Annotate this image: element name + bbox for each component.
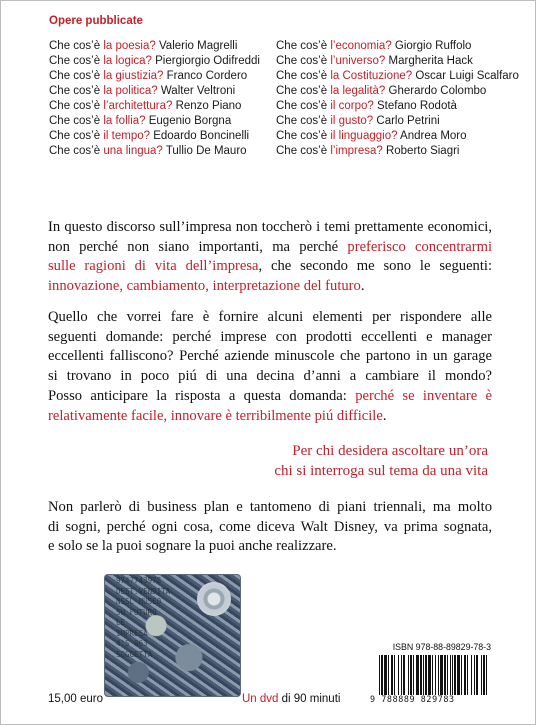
text-line: eccellenti falliscono? Perché aziende minuscole che partono in un garage (48, 348, 492, 365)
series-author: Gherardo Colombo (385, 85, 487, 97)
pull-quote-line: chi si interroga sul tema da una vita (274, 463, 488, 479)
series-list-right (276, 39, 519, 159)
series-topic: la follia? (103, 115, 146, 127)
series-author: Tullio De Mauro (162, 145, 247, 157)
series-author: Carlo Petrini (373, 115, 440, 127)
series-item (49, 129, 260, 144)
series-topic: l’architettura? (103, 100, 173, 112)
series-item (276, 144, 519, 159)
highlight-span: innovazione, cambiamento, interpretazione del futuro (48, 278, 361, 295)
series-list-left (49, 39, 260, 159)
text-line (48, 387, 492, 407)
series-item (49, 84, 260, 99)
barcode-bar (416, 655, 419, 695)
highlight-span: relativamente facile, innovare è terribilmente piú difficile (48, 407, 383, 424)
barcode-bar (425, 655, 427, 695)
barcode-bar (410, 655, 412, 695)
seal-icon (197, 582, 231, 616)
sticker-line: SU FUTURO (116, 607, 157, 617)
intro-paragraph (48, 218, 492, 297)
series-item (49, 99, 260, 114)
text-span: . (360, 278, 365, 295)
barcode-block (370, 642, 491, 706)
sticker-line: 4'S 063 (116, 639, 148, 648)
barcode-bar (457, 655, 460, 695)
series-prefix: Che cos’è (49, 115, 104, 127)
barcode-bar (401, 655, 402, 695)
barcode-bar (481, 655, 482, 695)
sticker-line: DEST.VENDITA (116, 586, 171, 596)
text-line: di sogni, perché ogni cosa, come diceva Walt Disney, va prima sognata, (48, 518, 492, 535)
series-prefix: Che cos’è (49, 145, 104, 157)
barcode-bar (467, 655, 468, 695)
text-span: non perché non siano importanti, ma perché (48, 238, 348, 255)
barcode-bar (403, 655, 405, 695)
series-author: Piergiorgio Odifreddi (151, 55, 260, 67)
text-span: , che secondo me sono le seguenti: (258, 258, 493, 275)
series-heading: Opere pubblicate (49, 15, 143, 27)
series-item (276, 54, 519, 69)
series-topic: l’impresa? (330, 145, 383, 157)
barcode-bar (486, 655, 487, 695)
series-author: Andrea Moro (397, 130, 467, 142)
text-line: Quello che vorrei fare è fornire alcuni elementi per rispondere alle (48, 309, 492, 325)
series-prefix: Che cos’è (49, 40, 104, 52)
highlight-span: sulle ragioni di vita dell’impresa (48, 258, 259, 275)
barcode-bar (483, 655, 485, 695)
series-item (276, 69, 519, 84)
series-prefix: Che cos’è (276, 85, 331, 97)
series-prefix: Che cos’è (276, 100, 331, 112)
series-prefix: Che cos’è (276, 130, 331, 142)
barcode-bar (438, 655, 439, 695)
barcode-bar (420, 655, 422, 695)
closing-paragraph (48, 498, 492, 557)
series-topic: una lingua? (103, 145, 163, 157)
dvd-suffix: di 90 minuti (281, 693, 341, 705)
barcode-bar (381, 655, 383, 695)
series-topic: il corpo? (330, 100, 374, 112)
series-author: Renzo Piano (172, 100, 242, 112)
text-line: seguenti domande: perché imprese con prodotti eccellenti e manager (48, 328, 492, 345)
series-prefix: Che cos’è (276, 70, 331, 82)
barcode-bar (471, 655, 472, 695)
text-span: . (382, 407, 387, 424)
series-topic: la Costituzione? (330, 70, 413, 82)
series-prefix: Che cos’è (276, 145, 331, 157)
barcode-digits: 9 788889 829783 (370, 694, 455, 704)
text-line: e solo se la puoi sognare la puoi anche realizzare. (48, 538, 337, 555)
series-topic: la poesia? (103, 40, 156, 52)
dvd-prefix: Un dvd (242, 693, 282, 705)
text-line: In questo discorso sull’impresa non toccherò i temi prettamente economici, (48, 219, 492, 235)
series-topic: la logica? (103, 55, 152, 67)
series-author: Walter Veltroni (157, 85, 236, 97)
series-author: Roberto Siagri (382, 145, 460, 157)
text-line (48, 407, 492, 427)
series-prefix: Che cos’è (276, 55, 331, 67)
series-item (49, 54, 260, 69)
series-item (276, 39, 519, 54)
series-author: Eugenio Borgna (145, 115, 232, 127)
series-topic: la legalità? (330, 85, 386, 97)
barcode-bar (450, 655, 451, 695)
sticker-line: IMPRESA (116, 628, 148, 638)
highlight-span: perché se inventare è (355, 387, 493, 404)
barcode-bar (464, 655, 466, 695)
series-prefix: Che cos’è (49, 100, 104, 112)
pull-quote-line: Per chi desidera ascoltare un’ora (292, 443, 488, 459)
text-line (48, 277, 492, 297)
barcode-bar (384, 655, 387, 695)
dvd-label (242, 693, 340, 705)
text-span: Posso anticipare la risposta a questa domanda: (48, 387, 356, 404)
barcode-bar (388, 655, 389, 695)
barcode-bar (454, 655, 456, 695)
sticker-line: 9747743978 (116, 576, 162, 585)
text-line: Non parlerò di business plan e tantomeno di piani triennali, ma molto (48, 499, 492, 515)
series-item (49, 114, 260, 129)
series-prefix: Che cos’è (49, 70, 104, 82)
barcode-bar (408, 655, 409, 695)
series-item (49, 39, 260, 54)
series-item (276, 84, 519, 99)
series-author: Giorgio Ruffolo (391, 40, 472, 52)
price-label: 15,00 euro (48, 693, 103, 705)
series-prefix: Che cos’è (49, 130, 104, 142)
series-item (276, 114, 519, 129)
series-topic: l’economia? (330, 40, 392, 52)
text-line (48, 238, 492, 258)
pull-quote (274, 441, 488, 481)
series-topic: il linguaggio? (330, 130, 398, 142)
questions-paragraph (48, 308, 492, 426)
series-item (276, 129, 519, 144)
barcode-bar (440, 655, 443, 695)
series-item (276, 99, 519, 114)
barcode-bar (435, 655, 436, 695)
barcode-bar (432, 655, 433, 695)
series-topic: il tempo? (103, 130, 151, 142)
barcode-bar (398, 655, 399, 695)
highlight-span: preferisco concentrarmi (347, 238, 492, 255)
series-topic: l’universo? (330, 55, 386, 67)
series-prefix: Che cos’è (276, 115, 331, 127)
series-topic: il gusto? (330, 115, 374, 127)
series-prefix: Che cos’è (276, 40, 331, 52)
series-author: Edoardo Boncinelli (150, 130, 250, 142)
series-prefix: Che cos’è (49, 85, 104, 97)
series-author: Franco Cordero (163, 70, 248, 82)
series-author: Margherita Hack (385, 55, 473, 67)
series-author: Valerio Magrelli (155, 40, 238, 52)
series-item (49, 69, 260, 84)
barcode-bar (423, 655, 424, 695)
barcode-bar (447, 655, 448, 695)
hologram-sticker (104, 574, 241, 697)
sticker-line: NSSL-MUSEO (116, 597, 162, 606)
sticker-line: SOGGETTA (116, 649, 153, 659)
text-line (48, 257, 492, 277)
barcode-icon (379, 655, 489, 695)
barcode-bar (428, 655, 431, 695)
barcode-bar (452, 655, 453, 695)
sticker-text (116, 576, 170, 660)
barcode-bar (476, 655, 478, 695)
barcode-bar (444, 655, 446, 695)
series-author: Oscar Luigi Scalfaro (412, 70, 519, 82)
series-prefix: Che cos’è (49, 55, 104, 67)
sticker-line: LE (116, 618, 126, 627)
barcode-bar (474, 655, 475, 695)
series-topic: la giustizia? (103, 70, 164, 82)
barcode-bar (394, 655, 395, 695)
series-item (49, 144, 260, 159)
series-author: Stefano Rodotà (373, 100, 457, 112)
barcode-bar (379, 655, 380, 695)
isbn-label: ISBN 978-88-89829-78-3 (392, 642, 491, 652)
barcode-bar (391, 655, 393, 695)
text-line: si trovano in poco piú di una decina d’anni a cambiare il mondo? (48, 368, 492, 385)
barcode-bar (413, 655, 414, 695)
series-topic: la politica? (103, 85, 158, 97)
barcode-bar (461, 655, 462, 695)
